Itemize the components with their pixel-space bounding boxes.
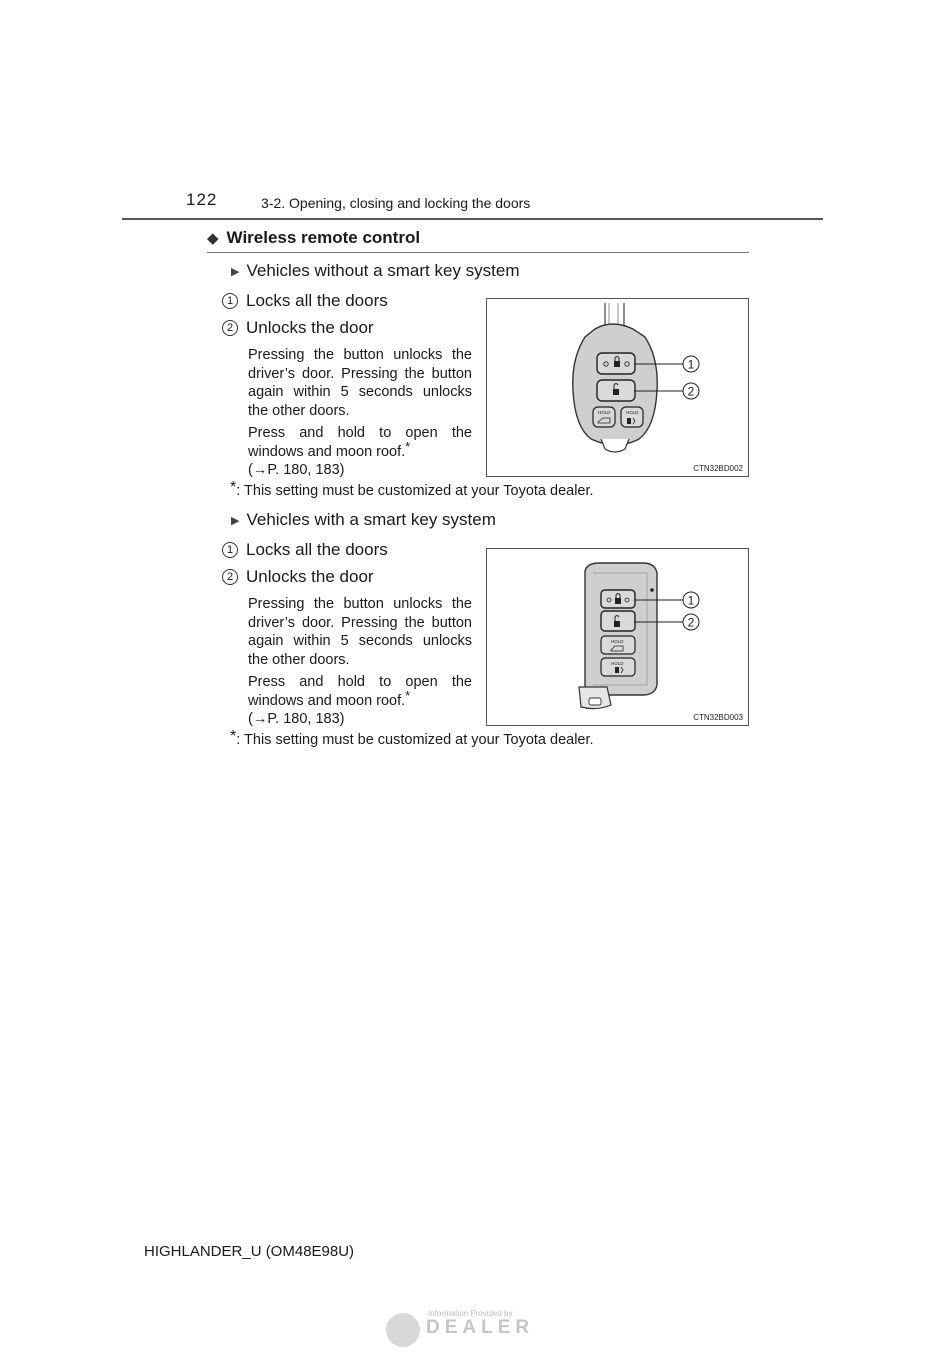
circled-number: 2 [222, 320, 238, 336]
figure-code: CTN32BD002 [693, 464, 743, 473]
list-item-lock [222, 291, 388, 311]
unlock-description: Pressing the button unlocks the driver’s door. Pressing the button again within 5 seconds unlocks the other doors. [248, 347, 472, 419]
footnote: *: This setting must be customized at your Toyota dealer. [230, 479, 594, 499]
hold-label: HOLD [611, 661, 624, 666]
heading-title: Wireless remote control [226, 228, 421, 247]
figure-code: CTN32BD003 [693, 713, 743, 722]
watermark-caption: Information Provided by [428, 1309, 513, 1318]
circled-number: 2 [222, 569, 238, 585]
smart-key-illustration [487, 549, 748, 725]
list-item-lock [222, 540, 388, 560]
asterisk: * [405, 438, 411, 454]
model-code: HIGHLANDER_U (OM48E98U) [144, 1243, 355, 1260]
list-item-unlock [222, 318, 374, 338]
diamond-bullet-icon: ◆ [207, 230, 219, 247]
circled-number: 1 [222, 293, 238, 309]
list-item-label: Locks all the doors [246, 540, 388, 559]
hold-label: HOLD [626, 410, 639, 415]
triangle-bullet-icon: ▶ [231, 514, 240, 527]
page-reference: (→P. 180, 183) [248, 711, 345, 727]
callout-2: 2 [687, 384, 695, 399]
key-remote-illustration [487, 299, 748, 476]
watermark-logo-text: DEALER [426, 1317, 535, 1338]
unlock-description: Pressing the button unlocks the driver’s door. Pressing the button again within 5 seconds unlocks the other doors. [248, 596, 472, 668]
subheading-without-smart-key: ▶ Vehicles without a smart key system [231, 261, 520, 280]
figure-key-remote [486, 298, 749, 477]
page-number: 122 [186, 190, 218, 209]
list-item-unlock [222, 567, 374, 587]
hold-label: HOLD [598, 410, 611, 415]
hold-label: HOLD [611, 639, 624, 644]
circled-number: 1 [222, 542, 238, 558]
list-item-label: Unlocks the door [246, 318, 374, 337]
list-item-label: Unlocks the door [246, 567, 374, 586]
callout-1: 1 [687, 357, 695, 372]
callout-2: 2 [687, 615, 695, 630]
hold-description: Press and hold to open the windows and moon roof.* (→P. 180, 183) [248, 425, 472, 478]
asterisk: * [230, 728, 237, 745]
callout-1: 1 [687, 593, 695, 608]
list-item-label: Locks all the doors [246, 291, 388, 310]
asterisk: * [405, 687, 411, 703]
header-divider [122, 218, 823, 220]
heading [207, 228, 420, 248]
subheading-with-smart-key: ▶ Vehicles with a smart key system [231, 510, 496, 529]
page-reference: (→P. 180, 183) [248, 462, 345, 478]
footnote: *: This setting must be customized at your Toyota dealer. [230, 728, 594, 748]
hold-description: Press and hold to open the windows and moon roof.* (→P. 180, 183) [248, 674, 472, 727]
globe-logo-icon [386, 1313, 420, 1347]
section-title: 3-2. Opening, closing and locking the doors [261, 195, 531, 211]
heading-divider [207, 252, 749, 253]
asterisk: * [230, 479, 237, 496]
triangle-bullet-icon: ▶ [231, 265, 240, 278]
figure-smart-key [486, 548, 749, 726]
